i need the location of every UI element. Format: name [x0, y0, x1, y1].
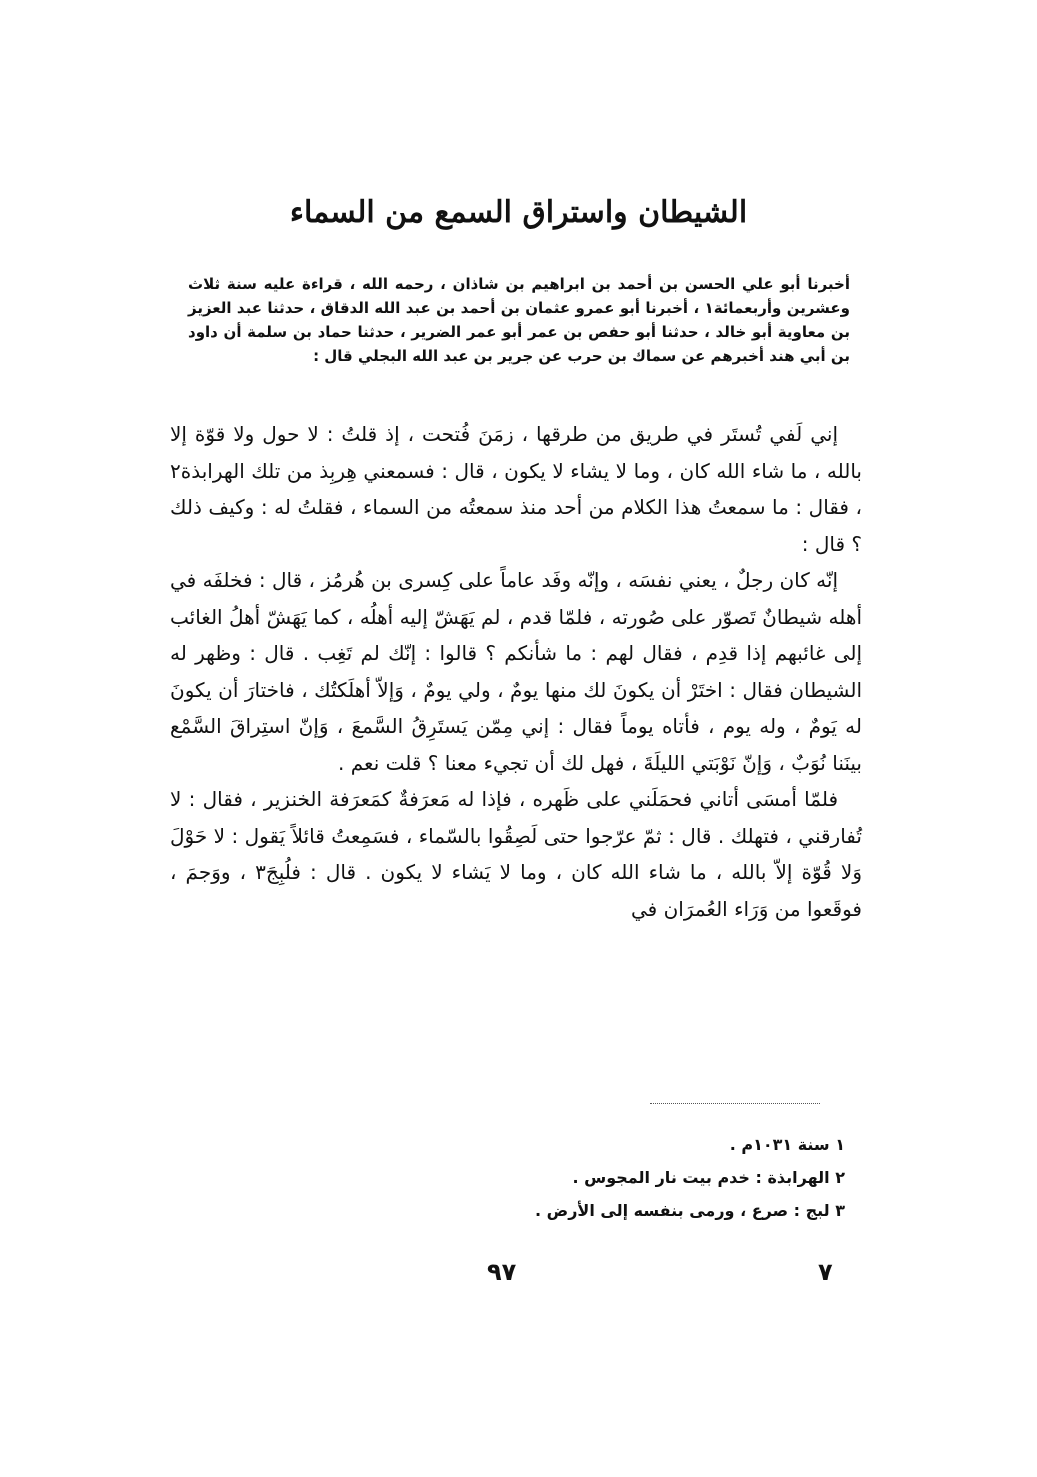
chapter-title: الشيطان واستراق السمع من السماء [289, 195, 748, 230]
footnotes [430, 1128, 845, 1227]
page-number-left: ٩٧ [487, 1258, 517, 1286]
paragraph: فلمّا أمسَى أتاني فحمَلَني على ظَهره ، فإذا له مَعرَفةٌ كمَعرَفة الخنزير ، فقال : لا تُفارقني ، فتهلك . قال : ثمّ عرّجوا حتى لَصِقُوا بالسّماء ، فسَمِعتُ قائلاً يَقول : لا حَوْلَ وَلا قُوّة إلاّ بالله ، ما شاء الله كان ، وما لا يَشاء لا يكون . قال : فلُبِجَ٣ ، ووَجمَ ، فوقَعوا من وَرَاء العُمرَان في [170, 787, 862, 921]
footnote: ٣ لبج : صرع ، ورمى بنفسه إلى الأرض . [535, 1201, 845, 1220]
footnote-divider [650, 1103, 820, 1104]
main-text [170, 416, 862, 927]
paragraph: إني لَفي تُستَر في طريق من طرقها ، زمَنَ فُتحت ، إذ قلتُ : لا حول ولا قوّة إلا بالله ، ما شاء الله كان ، وما لا يشاء لا يكون ، قال : فسمعني هِربِذ من تلك الهرابذة٢ ، فقال : ما سمعتُ هذا الكلام من أحد منذ سمعتُه من السماء ، فقلتُ له : وكيف ذلك ؟ قال : [170, 422, 862, 556]
isnad-chain: أخبرنا أبو علي الحسن بن أحمد بن ابراهيم بن شاذان ، رحمه الله ، قراءة عليه سنة ثلاث وعشرين وأربعمائة١ ، أخبرنا أبو عمرو عثمان بن أحمد بن عبد الله الدقاق ، حدثنا عبد العزيز بن معاوية أبو خالد ، حدثنا أبو حفص بن عمر أبو عمر الضرير ، حدثنا حماد بن سلمة أن داود بن أبي هند أخبرهم عن سماك بن حرب عن جرير بن عبد الله البجلي قال : [188, 275, 850, 365]
footnote: ٢ الهرابذة : خدم بيت نار المجوس . [572, 1168, 845, 1187]
footnote: ١ سنة ١٠٣١م . [729, 1135, 845, 1154]
paragraph: إنّه كان رجلٌ ، يعني نفسَه ، وإنّه وفَد عاماً على كِسرى بن هُرمُز ، قال : فخلفَه في أهله شيطانٌ تَصوّر على صُورته ، فلمّا قدم ، لم يَهَشّ إليه أهلُه ، كما يَهَشّ أهلُ الغائب إلى غائبهم إذا قدِم ، فقال لهم : ما شأنكم ؟ قالوا : إنّك لم تَغِب . قال : وظهر له الشيطان فقال : اختَرْ أن يكونَ لك منها يومٌ ، ولي يومٌ ، وَإلاّ أهلَكتُك ، فاختارَ أن يكونَ له يَومٌ ، وله يوم ، فأتاه يوماً فقال : إني مِمّن يَستَرِقُ السَّمعَ ، وَإنّ استِراقَ السَّمْع بينَنا نُوَبٌ ، وَإنّ نَوْبَتي الليلَةَ ، فهل لك أن تجيء معنا ؟ قلت نعم . [170, 568, 862, 775]
page-number-right: ٧ [818, 1258, 833, 1286]
